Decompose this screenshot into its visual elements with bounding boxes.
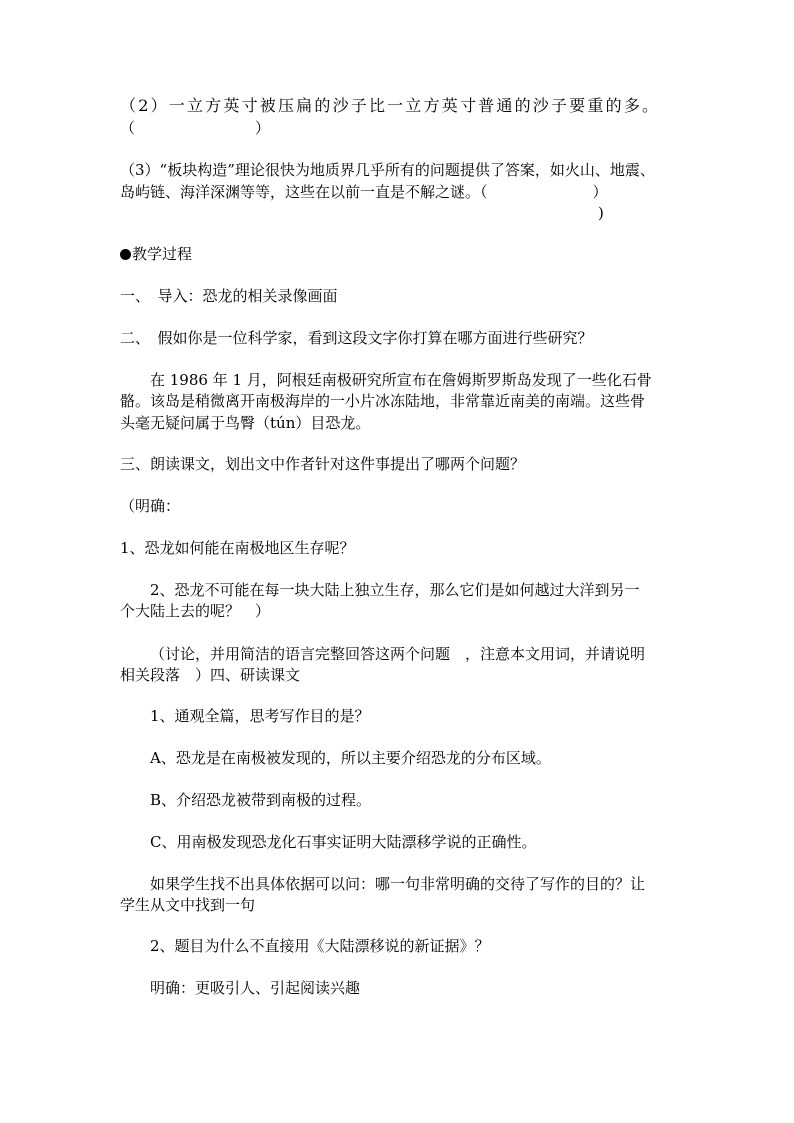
review-q2-line2: （ ） <box>120 119 271 137</box>
review-q3-line1: （3）“板块构造”理论很快为地质界几乎所有的问题提供了答案，如火山、地震、 <box>120 161 655 179</box>
process-heading <box>120 243 192 265</box>
review-q3-line2: 岛屿链、海洋深渊等等，这些在以前一直是不解之谜。（ ） <box>120 183 608 201</box>
bullet-icon <box>120 249 131 260</box>
step3: 三、朗读课文，划出文中作者针对这件事提出了哪两个问题？ <box>120 455 526 473</box>
passage-line1: 在 1986 年 1 月，阿根廷南极研究所宣布在詹姆斯罗斯岛发现了一些化石骨 <box>150 371 652 389</box>
question2-line1: 2、恐龙不可能在每一块大陆上独立生存，那么它们是如何越过大洋到另一 <box>150 581 640 599</box>
question2-line2: 个大陆上去的呢？ ） <box>120 602 271 620</box>
process-heading-text: 教学过程 <box>132 245 193 263</box>
hint-line1: 如果学生找不出具体依据可以问：哪一句非常明确的交待了写作的目的？让 <box>150 875 646 893</box>
step2: 二、 假如你是一位科学家，看到这段文字你打算在哪方面进行些研究？ <box>120 329 593 347</box>
passage-line2: 骼。该岛是稍微离开南极海岸的一小片冰冻陆地，非常靠近南美的南端。这些骨 <box>120 392 646 410</box>
question1: 1、恐龙如何能在南极地区生存呢？ <box>120 539 355 557</box>
option-a: A、恐龙是在南极被发现的，所以主要介绍恐龙的分布区域。 <box>150 749 551 767</box>
option-b: B、介绍恐龙被带到南极的过程。 <box>150 791 372 809</box>
hint-line2: 学生从文中找到一句 <box>120 896 256 914</box>
answer2: 明确：更吸引人、引起阅读兴趣 <box>150 979 361 997</box>
review-q3-line3: ) <box>598 204 604 222</box>
discuss-line2: 相关段落 ）四、研读课文 <box>120 666 301 684</box>
discuss-line1: （讨论，并用简洁的语言完整回答这两个问题 ，注意本文用词，并请说明 <box>150 645 646 663</box>
clarify-open: （明确： <box>120 497 181 515</box>
study2: 2、题目为什么不直接用《大陆漂移说的新证据》？ <box>150 937 490 955</box>
step1: 一、 导入：恐龙的相关录像画面 <box>120 287 338 305</box>
option-c: C、用南极发现恐龙化石事实证明大陆漂移学说的正确性。 <box>150 833 537 851</box>
review-q2-line1: （2）一立方英寸被压扁的沙子比一立方英寸普通的沙子要重的多。 <box>120 96 661 115</box>
study1: 1、通观全篇，思考写作目的是？ <box>150 707 370 725</box>
passage-line3: 头毫无疑问属于鸟臀（tún）目恐龙。 <box>120 414 371 432</box>
